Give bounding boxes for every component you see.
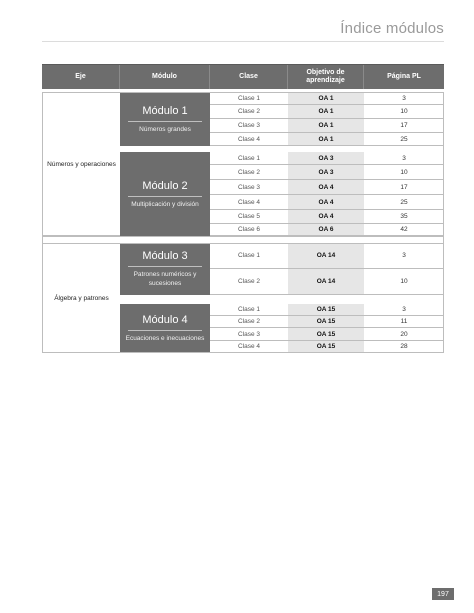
- pagina-cell: 10: [400, 278, 408, 285]
- oa-cell: OA 15: [288, 328, 364, 340]
- header-clase: Clase: [210, 65, 288, 89]
- header-objetivo: Objetivo de aprendizaje: [288, 65, 364, 89]
- modulo-subtitle: Multiplicación y división: [131, 200, 199, 208]
- oa-cell: OA 3: [288, 152, 364, 164]
- eje-label: Números y operaciones: [42, 92, 120, 236]
- oa-cell: OA 15: [288, 304, 364, 315]
- table-header: [42, 64, 444, 89]
- pagina-cell: 3: [402, 94, 406, 102]
- oa-cell: OA 1: [288, 133, 364, 145]
- clase-cell: Clase 1: [237, 252, 261, 259]
- oa-cell: OA 14: [288, 243, 364, 268]
- title-divider: [42, 41, 444, 42]
- pagina-cell: 35: [400, 213, 408, 220]
- pagina-cell: 10: [400, 168, 408, 176]
- clase-cell: Clase 2: [237, 108, 261, 115]
- group-border-numeros: [42, 92, 444, 237]
- modulo-subtitle: Patrones numéricos y sucesiones: [133, 271, 197, 287]
- oa-cell: OA 15: [288, 316, 364, 327]
- oa-cell: OA 4: [288, 180, 364, 194]
- pagina-cell: 25: [400, 198, 408, 206]
- pagina-cell: 11: [400, 318, 408, 325]
- clase-cell: Clase 4: [237, 135, 261, 143]
- clase-cell: Clase 3: [237, 330, 261, 338]
- modulo-subtitle: Ecuaciones e inecuaciones: [125, 335, 205, 342]
- oa-cell: OA 3: [288, 165, 364, 179]
- clase-cell: Clase 6: [237, 226, 261, 233]
- clase-cell: Clase 3: [237, 183, 261, 191]
- oa-cell: OA 4: [288, 195, 364, 209]
- clase-cell: Clase 2: [237, 318, 261, 325]
- pagina-cell: 17: [400, 122, 408, 129]
- oa-cell: OA 1: [288, 105, 364, 118]
- pagina-cell: 3: [402, 252, 406, 259]
- clase-cell: Clase 5: [237, 213, 261, 220]
- clase-cell: Clase 1: [237, 154, 261, 162]
- group-border-algebra: [42, 243, 444, 353]
- page-number: 197: [432, 588, 454, 600]
- clase-cell: Clase 1: [237, 306, 261, 313]
- page-title: Índice módulos: [340, 20, 444, 37]
- oa-cell: OA 6: [288, 224, 364, 235]
- oa-cell: OA 1: [288, 119, 364, 132]
- pagina-cell: 25: [400, 135, 408, 143]
- pagina-cell: 3: [402, 154, 406, 162]
- header-eje: Eje: [42, 65, 120, 89]
- clase-cell: Clase 4: [237, 198, 261, 206]
- clase-cell: Clase 1: [237, 94, 261, 102]
- clase-cell: Clase 2: [237, 168, 261, 176]
- oa-cell: OA 4: [288, 210, 364, 223]
- oa-cell: OA 1: [288, 92, 364, 104]
- clase-cell: Clase 3: [237, 122, 261, 129]
- modulo-title: Módulo 4: [142, 314, 188, 326]
- modulo-subtitle: Números grandes: [139, 125, 191, 133]
- oa-cell: OA 14: [288, 269, 364, 294]
- pagina-cell: 10: [400, 108, 408, 115]
- modulo-title: Módulo 2: [142, 179, 188, 192]
- pagina-cell: 28: [400, 343, 408, 350]
- header-pagina: Página PL: [387, 73, 421, 80]
- pagina-cell: 3: [402, 306, 406, 313]
- modulo-title: Módulo 3: [142, 250, 188, 262]
- clase-cell: Clase 4: [237, 343, 261, 350]
- header-modulo: Módulo: [120, 65, 210, 89]
- eje-label: Álgebra y patrones: [42, 243, 120, 353]
- pagina-cell: 20: [400, 330, 408, 338]
- clase-cell: Clase 2: [237, 278, 261, 285]
- pagina-cell: 17: [400, 183, 408, 191]
- pagina-cell: 42: [400, 226, 408, 233]
- oa-cell: OA 15: [288, 341, 364, 352]
- modulo-title: Módulo 1: [142, 104, 188, 117]
